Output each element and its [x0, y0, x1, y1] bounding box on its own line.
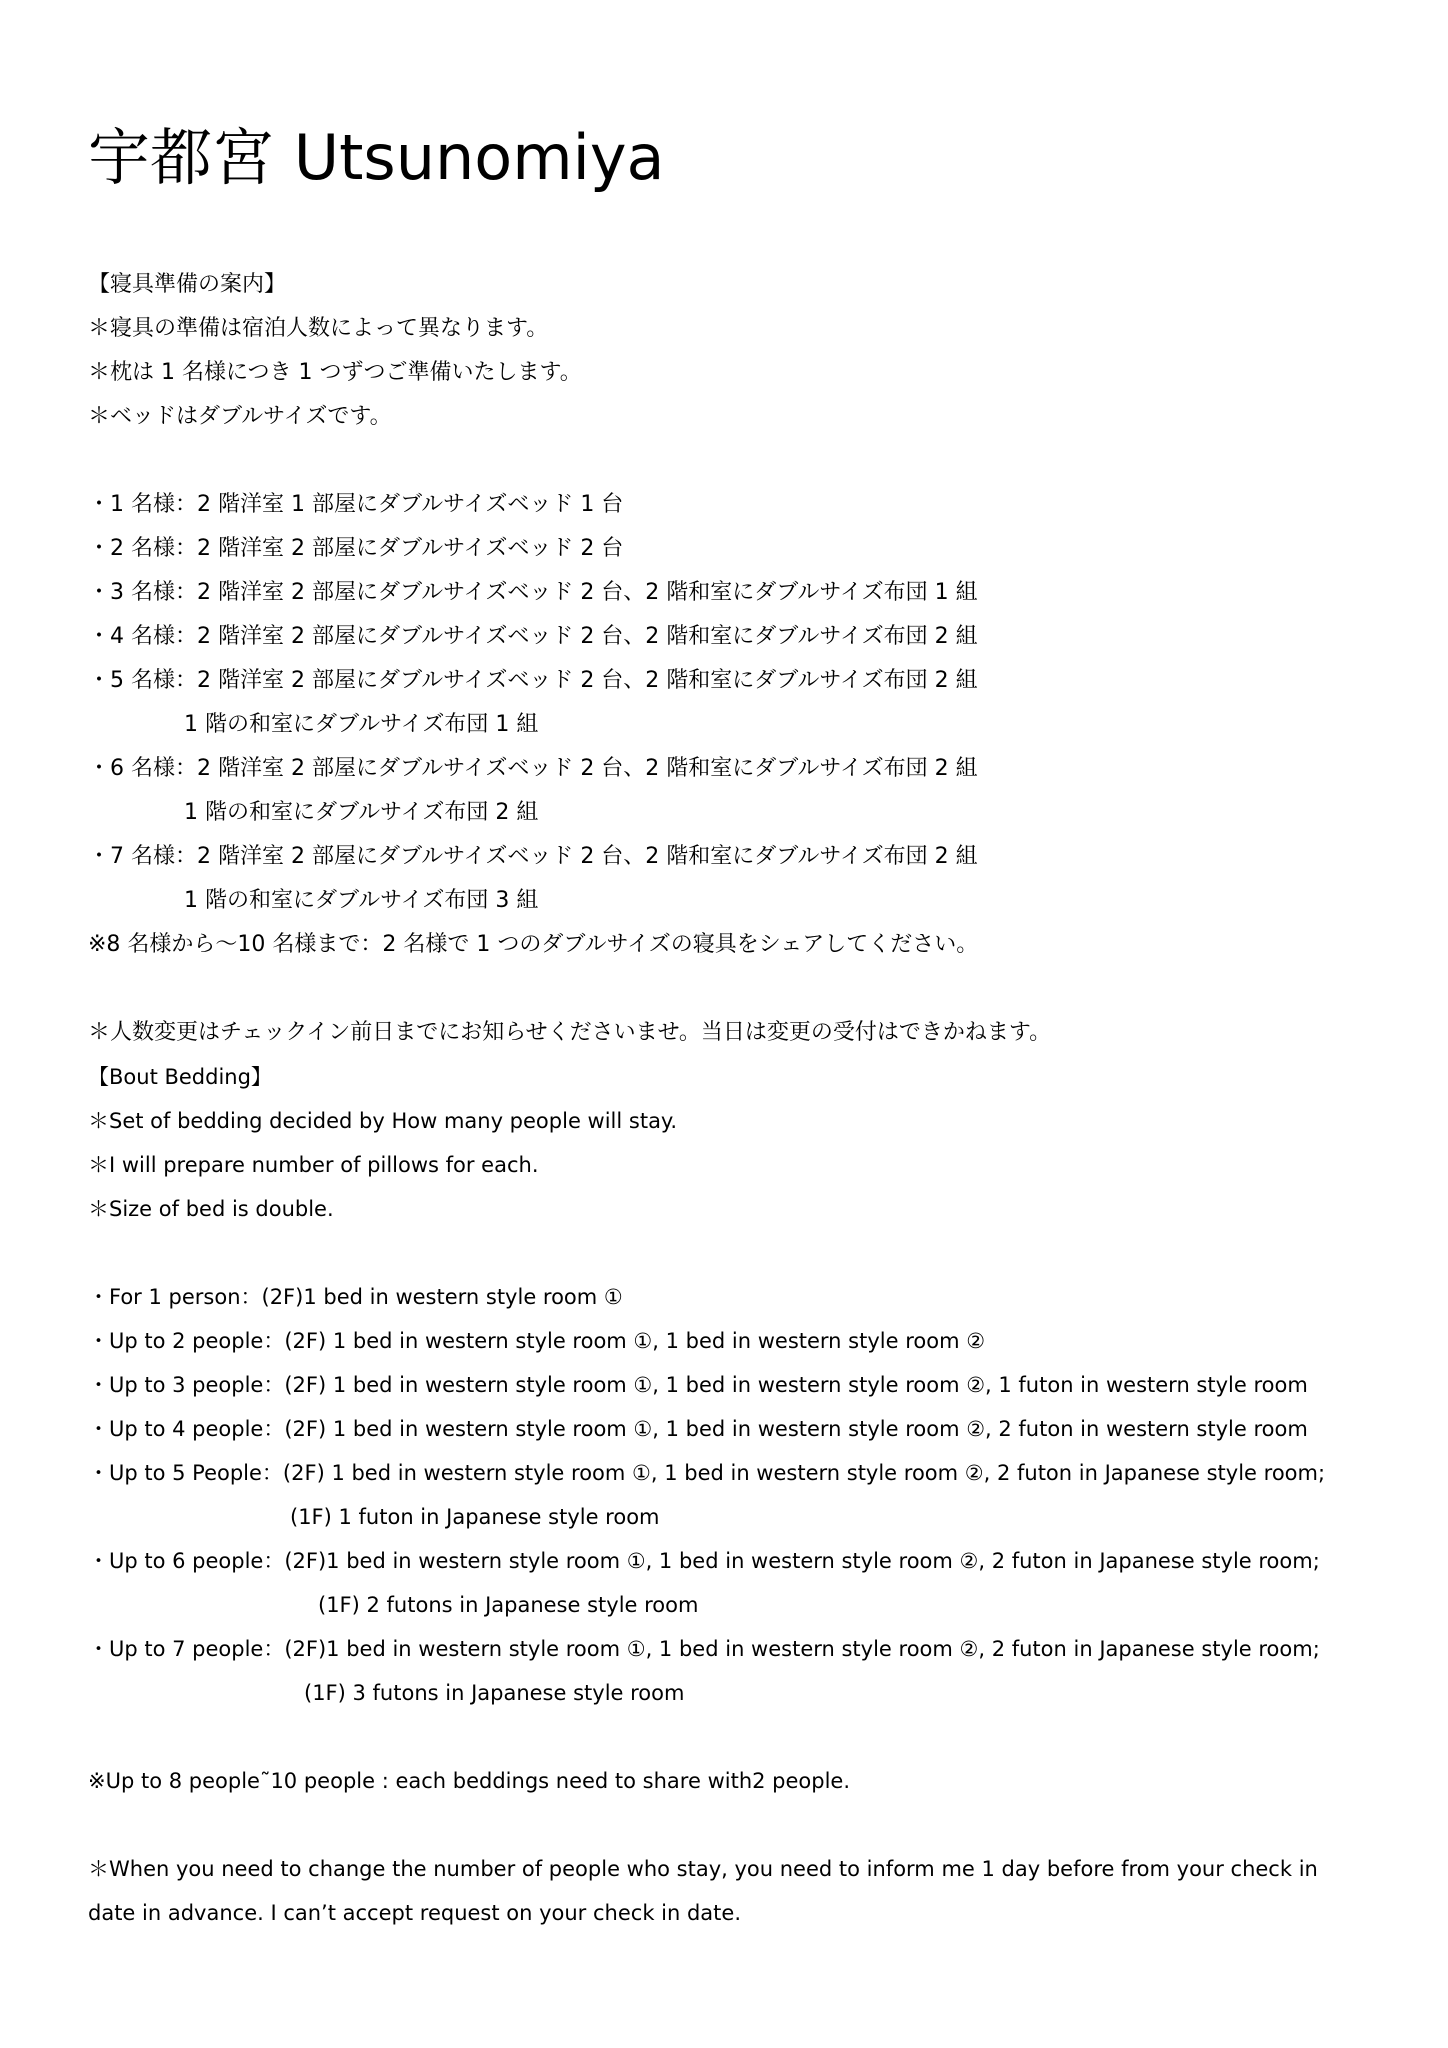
- english-heading: 【Bout Bedding】: [88, 1065, 272, 1089]
- english-list-item: ・Up to 2 people：(2F) 1 bed in western style room ①, 1 bed in western style room ②: [88, 1329, 986, 1353]
- english-list-item: ・For 1 person：(2F)1 bed in western style room ①: [88, 1285, 623, 1309]
- japanese-heading: 【寝具準備の案内】: [88, 272, 287, 297]
- page-title: 宇都宮 Utsunomiya: [88, 121, 665, 194]
- japanese-list-item: ・7 名様：2 階洋室 2 部屋にダブルサイズベッド 2 台、2 階和室にダブルサイズ布団 2 組: [88, 844, 978, 869]
- english-list-item: ・Up to 6 people：(2F)1 bed in western style room ①, 1 bed in western style room ②, 2 futon in Japanese style room;: [88, 1549, 1320, 1573]
- english-change-note: ＊When you need to change the number of people who stay, you need to inform me 1 day before from your check in: [88, 1857, 1318, 1881]
- japanese-share-note: ※8 名様から～10 名様まで：2 名様で 1 つのダブルサイズの寝具をシェアしてください。: [88, 932, 979, 957]
- english-note: ＊Set of bedding decided by How many people will stay.: [88, 1109, 678, 1133]
- english-list-item: ・Up to 7 people：(2F)1 bed in western style room ①, 1 bed in western style room ②, 2 futon in Japanese style room;: [88, 1637, 1320, 1661]
- english-list-item-continuation: (1F) 2 futons in Japanese style room: [318, 1593, 699, 1617]
- japanese-change-note: ＊人数変更はチェックイン前日までにお知らせくださいませ。当日は変更の受付はできかねます。: [88, 1020, 1052, 1045]
- japanese-note: ＊寝具の準備は宿泊人数によって異なります。: [88, 316, 549, 341]
- japanese-list-item-continuation: 1 階の和室にダブルサイズ布団 3 組: [184, 888, 539, 913]
- japanese-list-item: ・4 名様：2 階洋室 2 部屋にダブルサイズベッド 2 台、2 階和室にダブルサイズ布団 2 組: [88, 624, 978, 649]
- japanese-list-item: ・6 名様：2 階洋室 2 部屋にダブルサイズベッド 2 台、2 階和室にダブルサイズ布団 2 組: [88, 756, 978, 781]
- english-change-note-continuation: date in advance. I can’t accept request on your check in date.: [88, 1901, 741, 1925]
- japanese-note: ＊ベッドはダブルサイズです。: [88, 404, 392, 429]
- japanese-list-item: ・2 名様：2 階洋室 2 部屋にダブルサイズベッド 2 台: [88, 536, 624, 561]
- english-note: ＊I will prepare number of pillows for each.: [88, 1153, 539, 1177]
- japanese-list-item-continuation: 1 階の和室にダブルサイズ布団 2 組: [184, 800, 539, 825]
- english-list-item-continuation: (1F) 1 futon in Japanese style room: [290, 1505, 660, 1529]
- english-list-item: ・Up to 3 people：(2F) 1 bed in western style room ①, 1 bed in western style room ②, 1 futon in western style room: [88, 1373, 1308, 1397]
- english-note: ＊Size of bed is double.: [88, 1197, 334, 1221]
- japanese-note: ＊枕は 1 名様につき 1 つずつご準備いたします。: [88, 360, 582, 385]
- japanese-list-item: ・5 名様：2 階洋室 2 部屋にダブルサイズベッド 2 台、2 階和室にダブルサイズ布団 2 組: [88, 668, 978, 693]
- japanese-list-item-continuation: 1 階の和室にダブルサイズ布団 1 組: [184, 712, 539, 737]
- english-list-item-continuation: (1F) 3 futons in Japanese style room: [304, 1681, 685, 1705]
- japanese-list-item: ・3 名様：2 階洋室 2 部屋にダブルサイズベッド 2 台、2 階和室にダブルサイズ布団 1 組: [88, 580, 978, 605]
- english-list-item: ・Up to 5 People：(2F) 1 bed in western style room ①, 1 bed in western style room ②, 2 futon in Japanese style room;: [88, 1461, 1326, 1485]
- japanese-list-item: ・1 名様：2 階洋室 1 部屋にダブルサイズベッド 1 台: [88, 492, 624, 517]
- english-list-item: ・Up to 4 people：(2F) 1 bed in western style room ①, 1 bed in western style room ②, 2 futon in western style room: [88, 1417, 1308, 1441]
- english-share-note: ※Up to 8 people˜10 people : each beddings need to share with2 people.: [88, 1769, 851, 1793]
